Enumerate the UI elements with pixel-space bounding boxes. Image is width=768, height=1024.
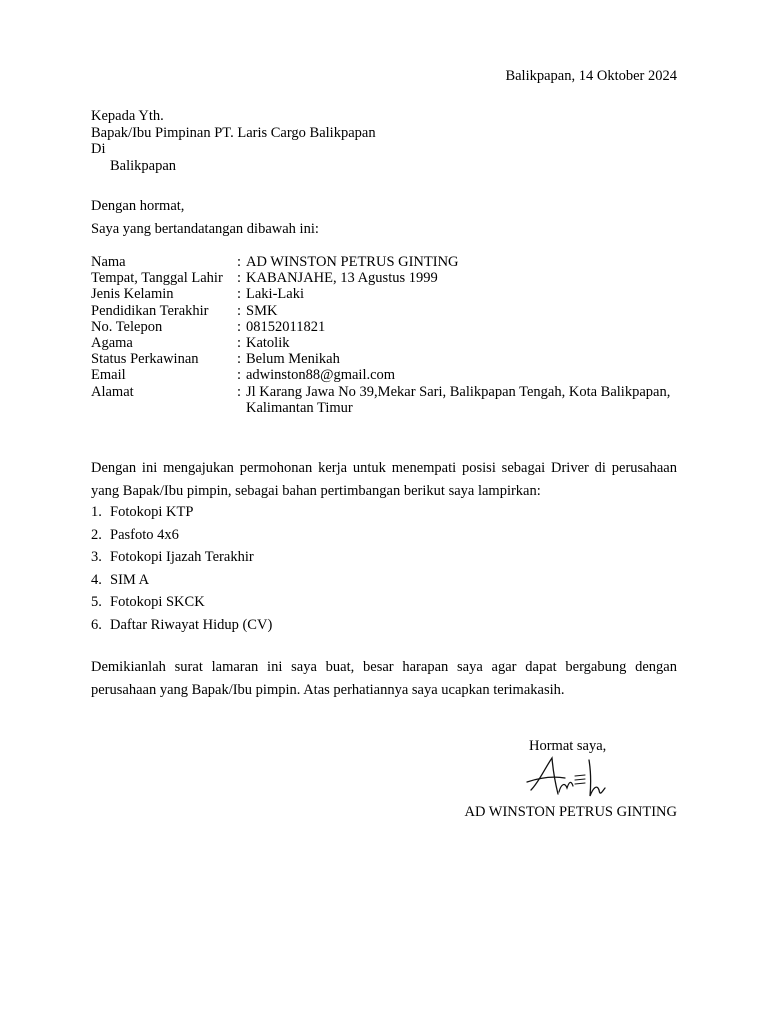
identity-label: Email: [91, 367, 126, 384]
signature-image: [525, 752, 615, 812]
list-number: 2.: [91, 526, 102, 543]
identity-value: AD WINSTON PETRUS GINTING: [246, 254, 459, 270]
identity-label: No. Telepon: [91, 318, 163, 335]
closing-paragraph: Demikianlah surat lamaran ini saya buat, besar harapan saya agar dapat bergabung dengan perusahaan yang Bapak/Ibu pimpin. Atas perhatiannya saya ucapkan terimakasih.: [91, 659, 677, 698]
list-number: 3.: [91, 549, 102, 565]
list-number: 4.: [91, 571, 102, 588]
list-item: [91, 569, 272, 592]
recipient-line-1: Kepada Yth.: [91, 108, 164, 124]
list-text: Daftar Riwayat Hidup (CV): [110, 616, 273, 633]
list-text: Fotokopi SKCK: [110, 594, 205, 610]
identity-row-email: [91, 367, 677, 383]
identity-separator: :: [237, 302, 242, 319]
identity-label: Status Perkawinan: [91, 351, 199, 368]
identity-separator: :: [237, 367, 242, 384]
identity-value: SMK: [246, 302, 278, 319]
list-item: [91, 501, 272, 524]
recipient-line-2: Bapak/Ibu Pimpinan PT. Laris Cargo Balikpapan: [91, 124, 376, 141]
identity-value: Katolik: [246, 335, 290, 352]
list-item: [91, 524, 272, 547]
identity-label: Jenis Kelamin: [91, 286, 174, 303]
list-text: Fotokopi KTP: [110, 504, 194, 520]
list-item: [91, 614, 272, 637]
identity-separator: :: [237, 270, 242, 287]
identity-label: Agama: [91, 335, 133, 352]
list-text: SIM A: [110, 571, 150, 588]
identity-value: Laki-Laki: [246, 286, 304, 303]
list-number: 1.: [91, 504, 102, 520]
identity-table: [91, 254, 677, 416]
recipient-block: [91, 108, 376, 174]
identity-separator: :: [237, 286, 242, 303]
list-item: [91, 546, 272, 569]
greeting: Dengan hormat,: [91, 198, 185, 214]
identity-row-address: [91, 384, 677, 416]
salutation: Hormat saya,: [529, 738, 607, 754]
identity-row-name: [91, 254, 677, 270]
identity-separator: :: [237, 383, 242, 400]
list-text: Fotokopi Ijazah Terakhir: [110, 549, 254, 565]
application-paragraph: Dengan ini mengajukan permohonan kerja untuk menempati posisi sebagai Driver di perusahaan yang Bapak/Ibu pimpin, sebagai bahan pertimbangan berikut saya lampirkan:: [91, 460, 677, 499]
identity-label: Nama: [91, 254, 126, 270]
list-number: 6.: [91, 616, 102, 633]
intro-line: Saya yang bertandatangan dibawah ini:: [91, 221, 319, 237]
identity-separator: :: [237, 318, 242, 335]
attachment-list: [91, 501, 272, 636]
list-number: 5.: [91, 594, 102, 610]
signature-block: [447, 738, 677, 828]
signer-name: AD WINSTON PETRUS GINTING: [464, 804, 677, 820]
identity-row-education: [91, 303, 677, 319]
list-text: Pasfoto 4x6: [110, 526, 179, 543]
identity-label: Tempat, Tanggal Lahir: [91, 270, 223, 287]
identity-label: Pendidikan Terakhir: [91, 302, 209, 319]
recipient-city: Balikpapan: [110, 157, 177, 174]
letter-date: Balikpapan, 14 Oktober 2024: [505, 68, 677, 84]
identity-label: Alamat: [91, 383, 134, 400]
identity-value: Jl Karang Jawa No 39,Mekar Sari, Balikpapan Tengah, Kota Balikpapan, Kalimantan Timur: [246, 383, 671, 416]
identity-value: adwinston88@gmail.com: [246, 367, 396, 384]
identity-row-marital: [91, 351, 677, 367]
identity-separator: :: [237, 254, 242, 270]
identity-value: 08152011821: [246, 318, 326, 335]
identity-row-birth: [91, 270, 677, 286]
identity-row-gender: [91, 286, 677, 302]
identity-separator: :: [237, 351, 242, 368]
identity-row-religion: [91, 335, 677, 351]
recipient-line-3: Di: [91, 141, 106, 157]
identity-row-phone: [91, 319, 677, 335]
identity-value: KABANJAHE, 13 Agustus 1999: [246, 270, 438, 287]
identity-value: Belum Menikah: [246, 351, 340, 368]
list-item: [91, 591, 272, 614]
identity-separator: :: [237, 335, 242, 352]
